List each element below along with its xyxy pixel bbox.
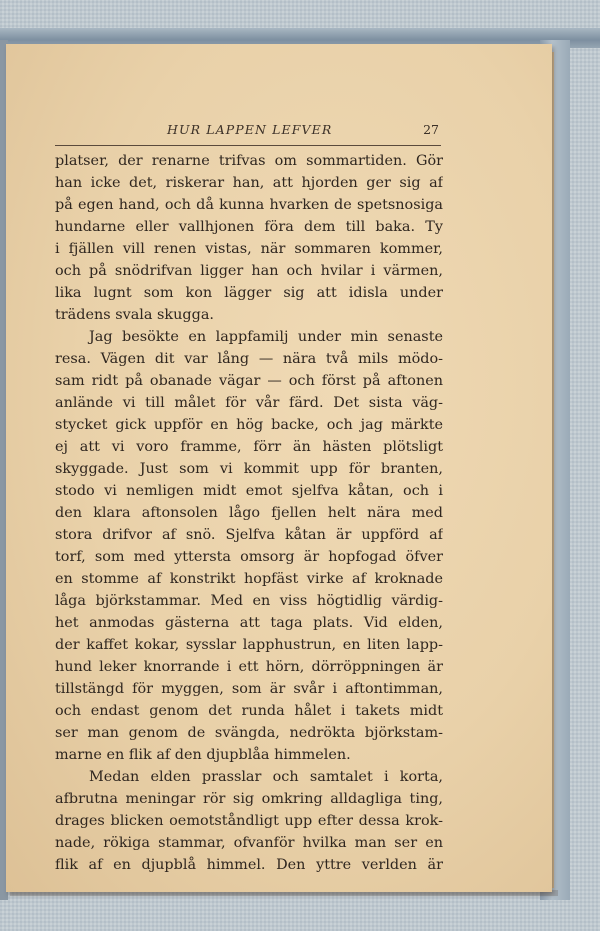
running-header <box>55 122 443 144</box>
text-line: anlände vi till målet för vår färd. Det sista väg- <box>55 395 443 411</box>
text-line: torf, som med yttersta omsorg är hopfogad öfver <box>55 549 443 565</box>
text-line: en stomme af konstrikt hopfäst virke af kroknade <box>55 571 443 587</box>
text-line: stora drifvor af snö. Sjelfva kåtan är uppförd af <box>55 527 443 543</box>
text-line: lika lugnt som kon lägger sig att idisla under <box>55 285 443 301</box>
text-line: på egen hand, och då kunna hvarken de spetsnosiga <box>55 197 443 213</box>
paragraph-start-line: Medan elden prasslar och samtalet i korta, <box>89 769 443 785</box>
text-line: hund leker knorrande i ett hörn, dörröppningen är <box>55 659 443 675</box>
text-line: i fjällen vill renen vistas, när sommaren kommer, <box>55 241 443 257</box>
text-line: drages blicken oemotståndligt upp efter dessa krok- <box>55 813 443 829</box>
text-line: flik af en djupblå himmel. Den yttre verlden är <box>55 857 443 873</box>
page-number: 27 <box>423 122 439 137</box>
text-line: der kaffet kokar, sysslar lapphustrun, en liten lapp- <box>55 637 443 653</box>
text-line: den klara aftonsolen lågo fjellen helt nära med <box>55 505 443 521</box>
text-line: hundarne eller vallhjonen föra dem till baka. Ty <box>55 219 443 235</box>
running-title: HUR LAPPEN LEFVER <box>167 122 333 137</box>
text-line: tillstängd för myggen, som är svår i aftontimman, <box>55 681 443 697</box>
text-line: ser man genom de svängda, nedrökta björkstam- <box>55 725 443 741</box>
paragraph-start-line: Jag besökte en lappfamilj under min senaste <box>89 329 443 345</box>
text-line: marne en flik af den djupblåa himmelen. <box>55 747 351 763</box>
text-line: han icke det, riskerar han, att hjorden ger sig af <box>55 175 443 191</box>
text-line: låga björkstammar. Med en viss högtidlig värdig- <box>55 593 443 609</box>
text-line: sam ridt på obanade vägar — och först på aftonen <box>55 373 443 389</box>
text-line: stodo vi nemligen midt emot sjelfva kåtan, och i <box>55 483 443 499</box>
text-line: het anmodas gästerna att taga plats. Vid elden, <box>55 615 443 631</box>
text-line: resa. Vägen dit var lång — nära två mils mödo- <box>55 351 443 367</box>
text-line: platser, der renarne trifvas om sommartiden. Gör <box>55 153 443 169</box>
text-line: afbrutna meningar rör sig omkring alldagliga ting, <box>55 791 443 807</box>
text-line: trädens svala skugga. <box>55 307 214 323</box>
text-line: och endast genom det runda hålet i takets midt <box>55 703 443 719</box>
body-text <box>55 150 443 876</box>
text-line: ej att vi voro framme, förr än hästen plötsligt <box>55 439 443 455</box>
text-line: och på snödrifvan ligger han och hvilar i värmen, <box>55 263 443 279</box>
text-line: stycket gick uppför en hög backe, och jag märkte <box>55 417 443 433</box>
text-line: skyggade. Just som vi kommit upp för branten, <box>55 461 443 477</box>
text-line: nade, rökiga stammar, ofvanför hvilka man ser en <box>55 835 443 851</box>
header-rule <box>55 145 441 146</box>
